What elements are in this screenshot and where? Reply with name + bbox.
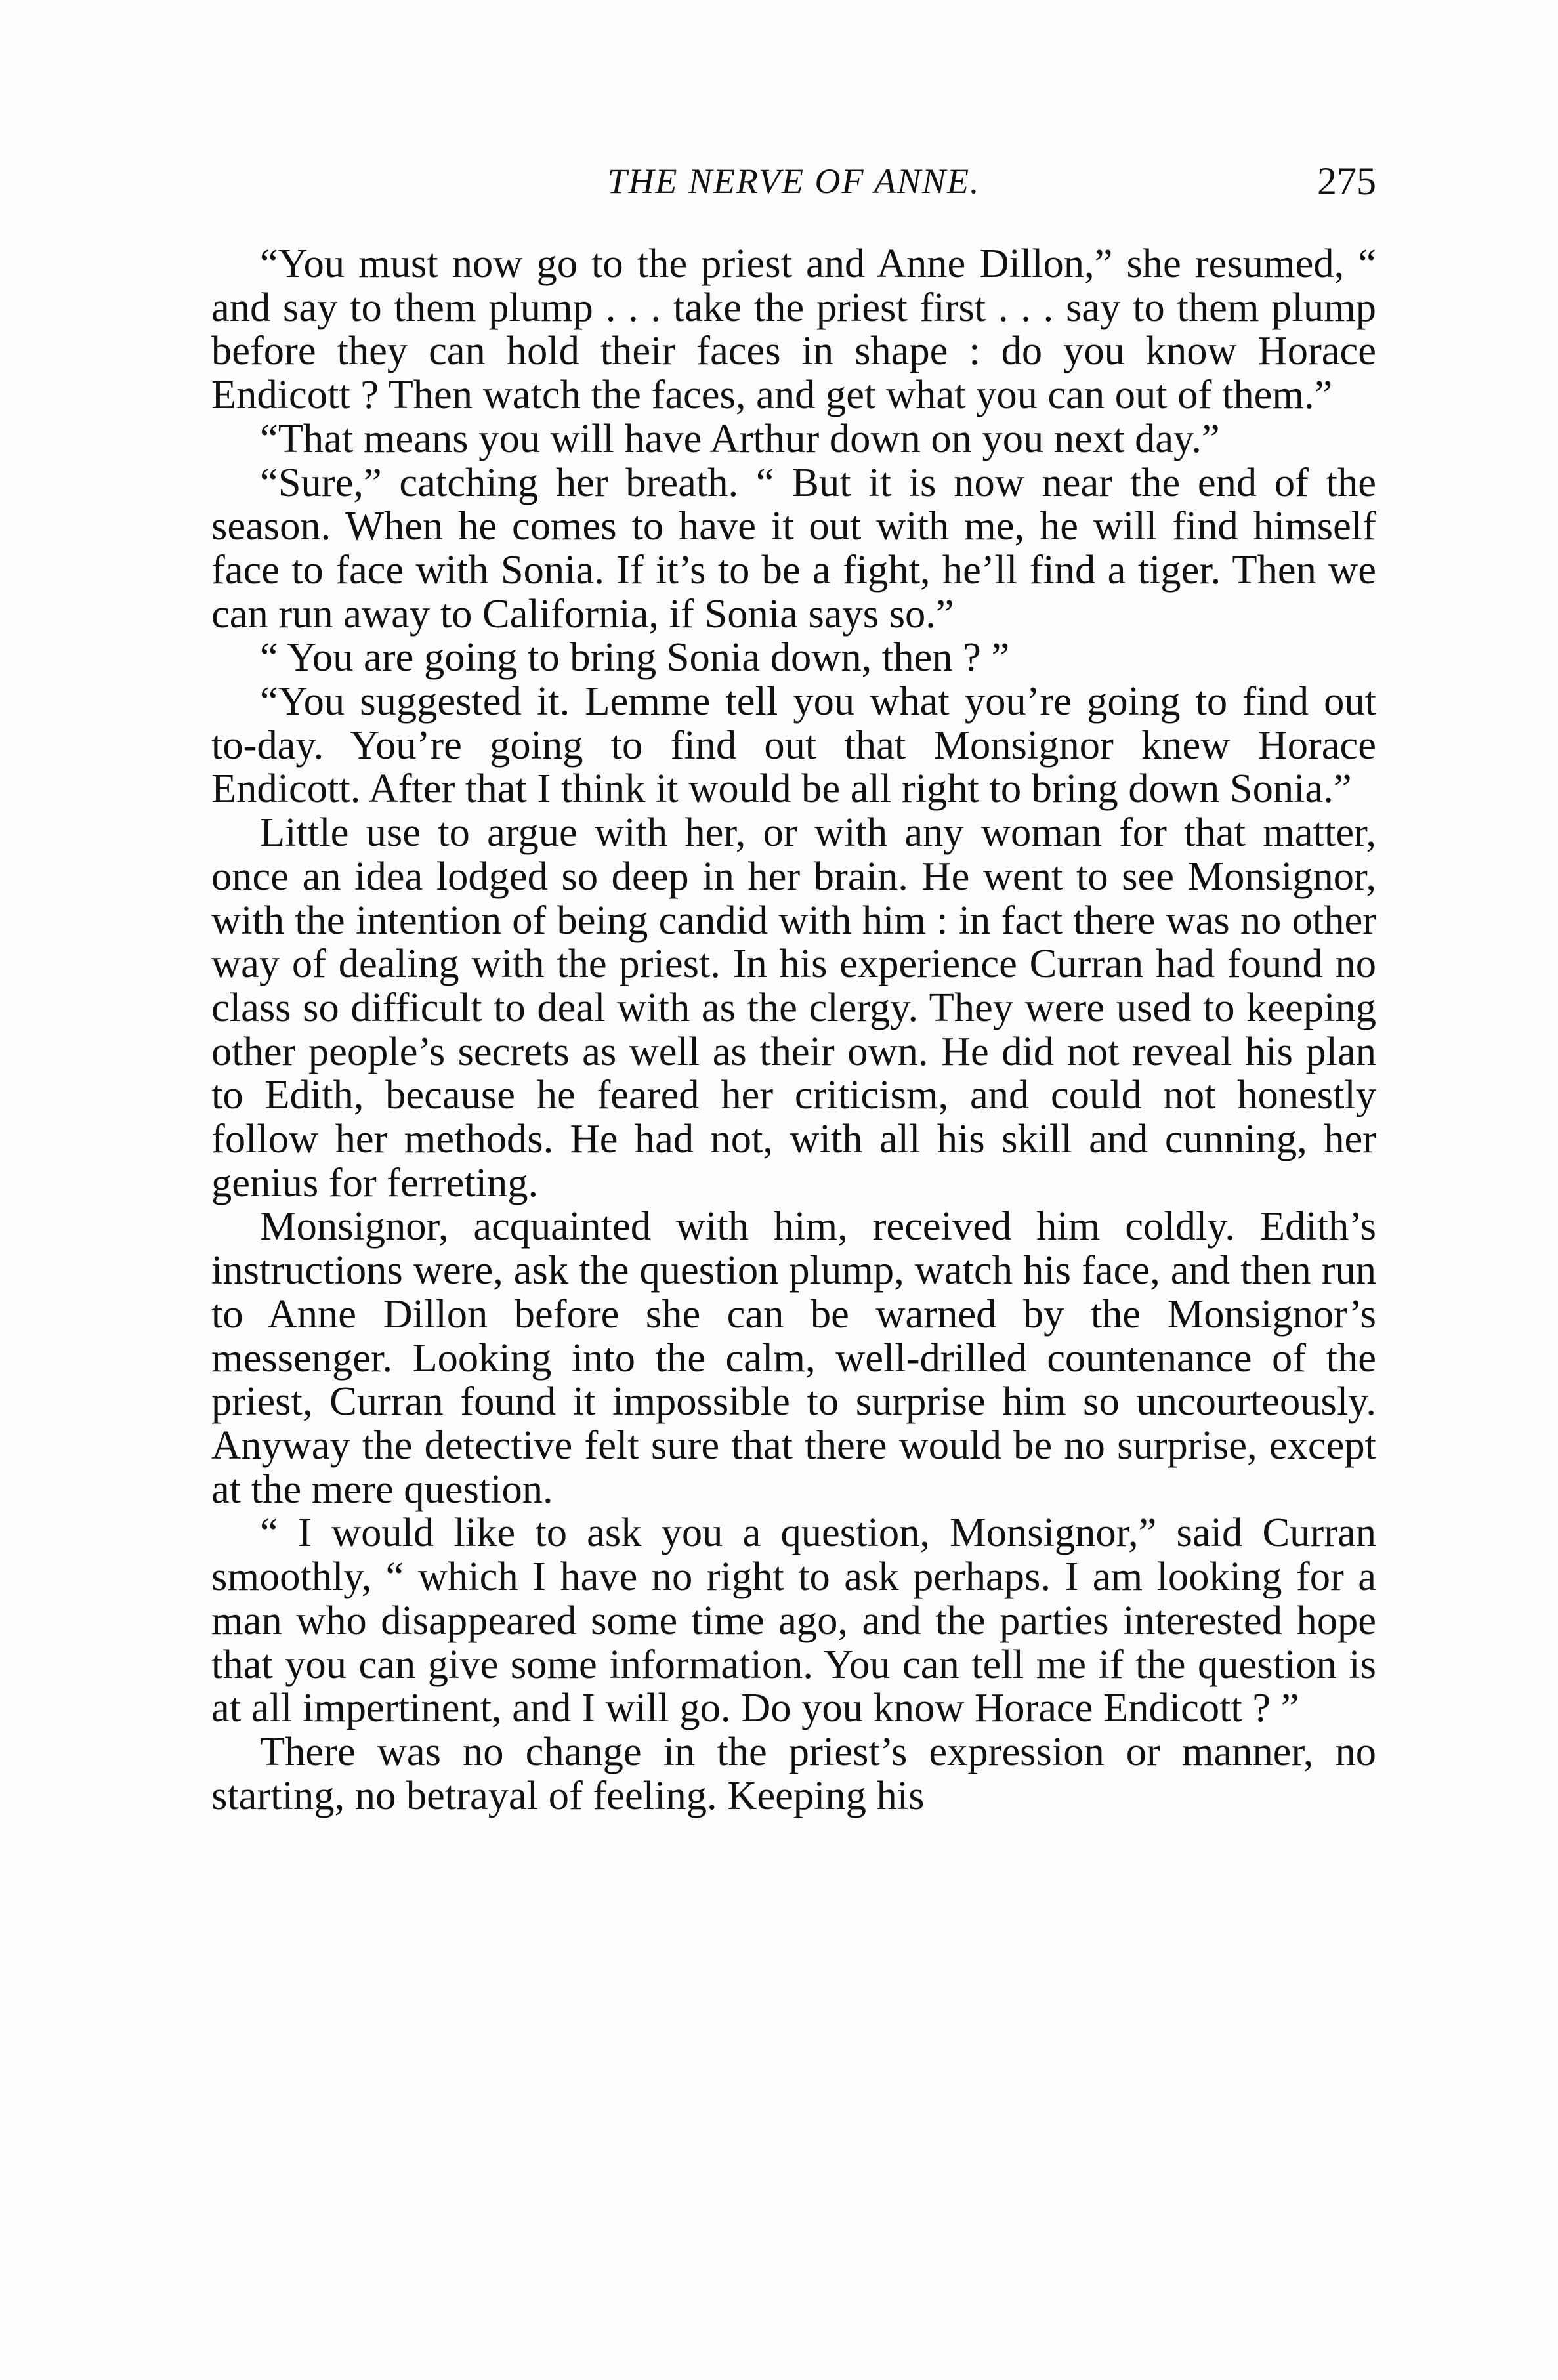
paragraph: “You suggested it. Lemme tell you what you’re going to find out to-day. You’re going to find out that Monsignor knew Horace Endicott. After that I think it would be all right to bring down Sonia.” bbox=[211, 678, 1376, 812]
paragraph: “You must now go to the priest and Anne Dillon,” she resumed, “ and say to them plump . . . take the priest first . . . say to them plump before they can hold their faces in shape : do you know Horace Endicott ? Then watch the faces, and get what you can out of them.” bbox=[211, 240, 1376, 418]
page-number: 275 bbox=[1317, 159, 1376, 203]
paragraph: “That means you will have Arthur down on you next day.” bbox=[260, 415, 1220, 461]
paragraph: Little use to argue with her, or with any woman for that matter, once an idea lodged so deep in her brain. He went to see Monsignor, with the intention of being candid with him : in fact there was no other way of dealing with the priest. In his experience Curran had found no class so difficult to deal with as the clergy. They were used to keeping other people’s secrets as well as their own. He did not reveal his plan to Edith, because he feared her criticism, and could not honestly follow her methods. He had not, with all his skill and cunning, her genius for ferreting. bbox=[211, 809, 1376, 1205]
paragraph: “ I would like to ask you a question, Monsignor,” said Curran smoothly, “ which I have no right to ask perhaps. I am looking for a man who disappeared some time ago, and the parties interested hope that you can give some information. You can tell me if the question is at all impertinent, and I will go. Do you know Horace Endicott ? ” bbox=[211, 1509, 1376, 1731]
running-title: THE NERVE OF ANNE. bbox=[607, 161, 980, 201]
paragraph: Monsignor, acquainted with him, received him coldly. Edith’s instructions were, ask the question plump, watch his face, and then run to Anne Dillon before she can be warned by the Monsignor’s messenger. Looking into the calm, well-drilled countenance of the priest, Curran found it impossible to surprise him so uncourteously. Anyway the detective felt sure that there would be no surprise, except at the mere question. bbox=[211, 1203, 1376, 1512]
paragraph: “ You are going to bring Sonia down, then ? ” bbox=[260, 634, 1010, 680]
page-header bbox=[211, 155, 1376, 214]
paragraph: There was no change in the priest’s expression or manner, no starting, no betrayal of feeling. Keeping his bbox=[211, 1728, 1376, 1818]
paragraph: “Sure,” catching her breath. “ But it is now near the end of the season. When he comes to have it out with me, he will find himself face to face with Sonia. If it’s to be a fight, he’ll find a tiger. Then we can run away to California, if Sonia says so.” bbox=[211, 459, 1376, 637]
body-text bbox=[211, 241, 1376, 1817]
